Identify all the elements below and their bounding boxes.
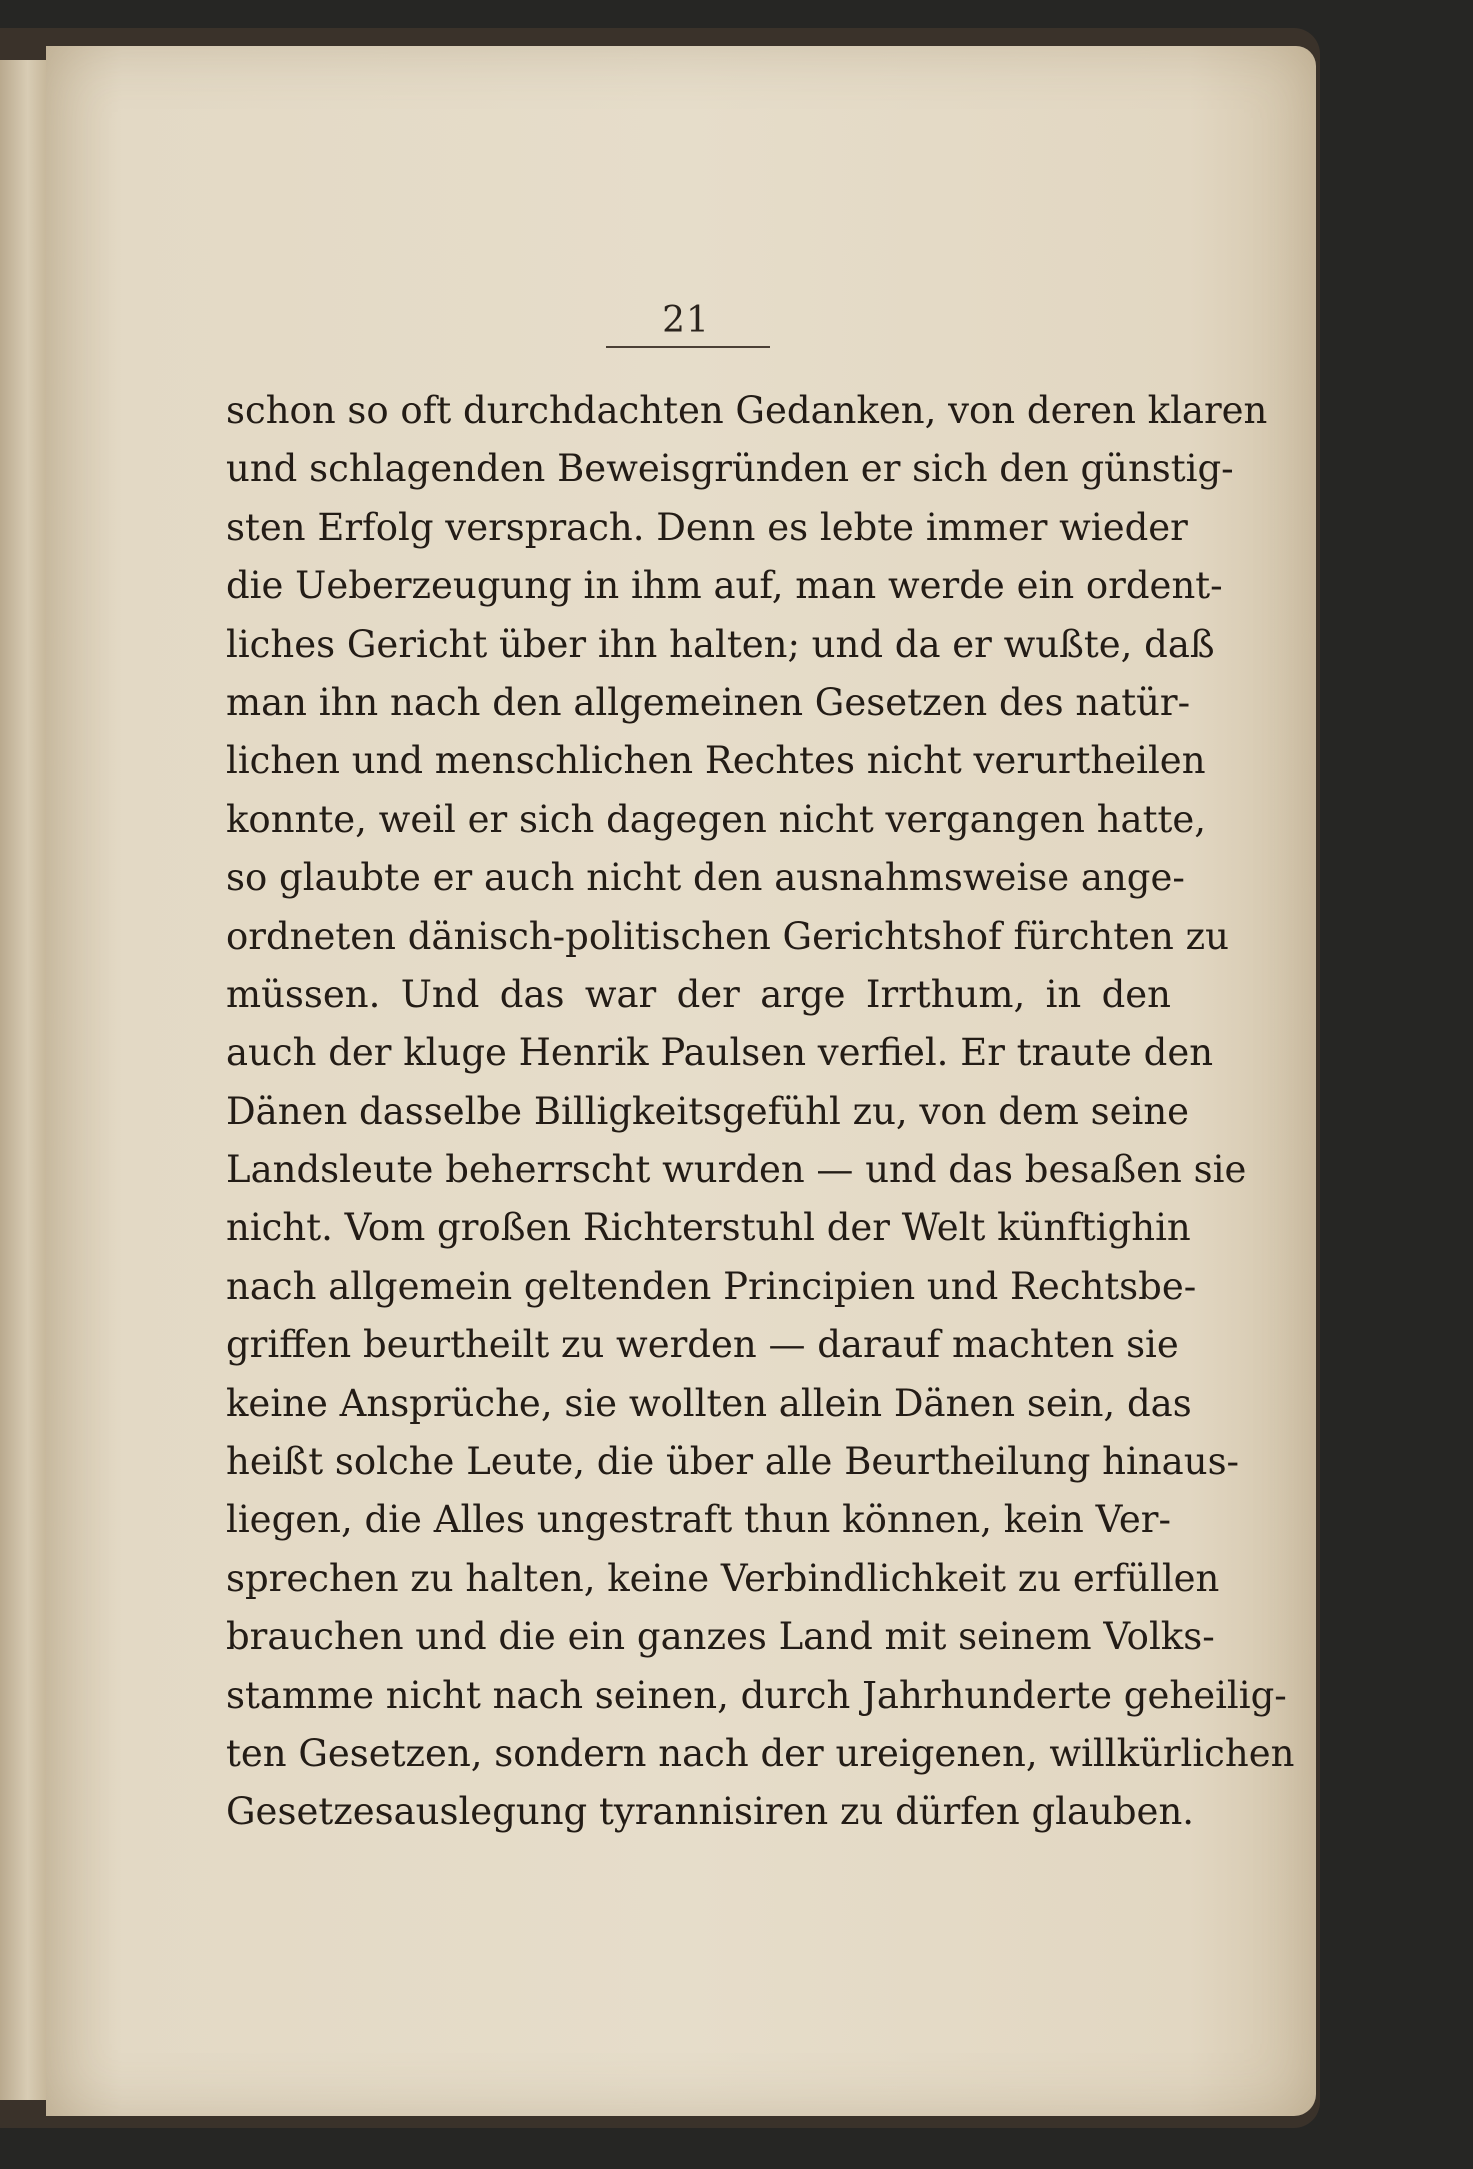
text-line: konnte, weil er sich dagegen nicht vergangen hatte, [226, 797, 1206, 841]
text-line: Gesetzesauslegung tyrannisiren zu dürfen glauben. [226, 1790, 1195, 1834]
text-line: die Ueberzeugung in ihm auf, man werde ein ordent- [226, 564, 1223, 608]
text-line: auch der kluge Henrik Paulsen verfiel. Er traute den [226, 1031, 1214, 1075]
text-line: heißt solche Leute, die über alle Beurtheilung hinaus- [226, 1440, 1240, 1484]
text-line: Landsleute beherrscht wurden — und das besaßen sie [226, 1148, 1247, 1192]
text-line: ten Gesetzen, sondern nach der ureigenen, willkürlichen [226, 1731, 1295, 1775]
text-line: sten Erfolg versprach. Denn es lebte immer wieder [226, 505, 1188, 549]
book-page [46, 46, 1316, 2116]
text-line: nach allgemein geltenden Principien und Rechtsbe- [226, 1264, 1197, 1308]
text-line: so glaubte er auch nicht den ausnahmsweise ange- [226, 856, 1185, 900]
body-text [226, 382, 1295, 1842]
text-line: man ihn nach den allgemeinen Gesetzen des natür- [226, 680, 1191, 724]
text-line: nicht. Vom großen Richterstuhl der Welt künftighin [226, 1206, 1191, 1250]
text-line: lichen und menschlichen Rechtes nicht verurtheilen [226, 739, 1206, 783]
text-line: liches Gericht über ihn halten; und da er wußte, daß [226, 622, 1215, 666]
text-line: und schlagenden Beweisgründen er sich den günstig- [226, 447, 1234, 491]
text-line: liegen, die Alles ungestraft thun können, kein Ver- [226, 1498, 1171, 1542]
page-number: 21 [662, 300, 710, 341]
text-line: sprechen zu halten, keine Verbindlichkeit zu erfüllen [226, 1556, 1220, 1600]
text-line: stamme nicht nach seinen, durch Jahrhunderte geheilig- [226, 1673, 1287, 1717]
text-line: müssen. Und das war der arge Irrthum, in den [226, 972, 1171, 1016]
text-line: schon so oft durchdachten Gedanken, von deren klaren [226, 389, 1268, 432]
text-line: ordneten dänisch-politischen Gerichtshof fürchten zu [226, 914, 1229, 958]
text-line: keine Ansprüche, sie wollten allein Dänen sein, das [226, 1381, 1192, 1425]
text-line: brauchen und die ein ganzes Land mit seinem Volks- [226, 1615, 1215, 1659]
header-rule [606, 346, 770, 348]
facing-page-edge [0, 60, 46, 2100]
text-line: griffen beurtheilt zu werden — darauf machten sie [226, 1323, 1179, 1367]
text-line: Dänen dasselbe Billigkeitsgefühl zu, von dem seine [226, 1089, 1190, 1133]
